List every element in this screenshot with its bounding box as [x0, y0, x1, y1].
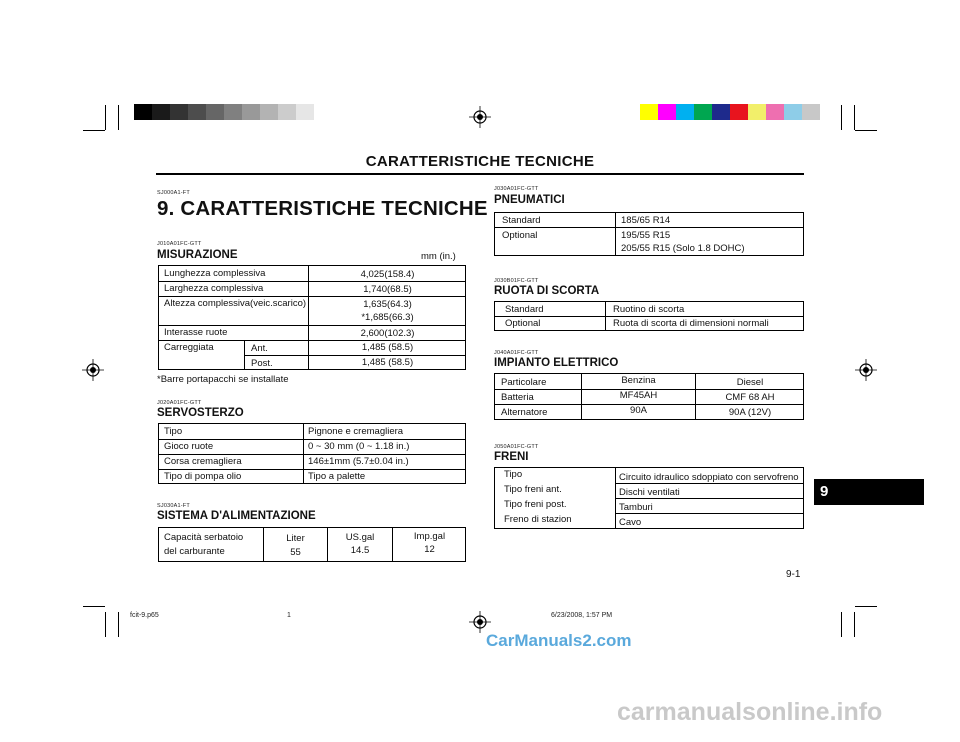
registration-mark-icon: [82, 359, 104, 381]
gray-swatch: [260, 104, 278, 120]
freni-code: J050A01FC-GTT: [494, 444, 539, 450]
usgal-header: US.gal: [345, 532, 375, 543]
altezza-value-roofrack: *1,685(66.3): [361, 312, 414, 323]
impianto-table: [494, 373, 804, 420]
carreggiata-ant-value: 1,485 (58.5): [361, 342, 414, 353]
watermark-bottom: carmanualsonline.info: [617, 698, 883, 726]
roofrack-note: *Barre portapacchi se installate: [157, 374, 289, 385]
scorta-standard-label: Standard: [505, 304, 544, 315]
registration-mark-icon: [469, 611, 491, 633]
color-swatch: [658, 104, 676, 120]
footer-page: 1: [287, 612, 291, 619]
pneumatici-code: J030A01FC-GTT: [494, 186, 539, 192]
freni-label: Tipo: [504, 469, 523, 480]
servosterzo-label: Tipo di pompa olio: [164, 471, 242, 482]
scorta-optional-value: Ruota di scorta di dimensioni normali: [613, 318, 769, 329]
carreggiata-ant-label: Ant.: [251, 343, 268, 354]
diesel-header: Diesel: [736, 377, 764, 388]
altezza-value: 1,635(64.3): [363, 299, 412, 310]
ruota-scorta-title: RUOTA DI SCORTA: [494, 285, 600, 297]
freni-value: Dischi ventilati: [619, 487, 680, 498]
color-swatch: [730, 104, 748, 120]
freni-table: [494, 467, 804, 529]
color-swatch: [766, 104, 784, 120]
registration-mark-icon: [855, 359, 877, 381]
scorta-optional-label: Optional: [505, 318, 541, 329]
alimentazione-code: SJ030A1-FT: [157, 503, 190, 509]
chapter-title: 9. CARATTERISTICHE TECNICHE: [157, 197, 488, 220]
servosterzo-title: SERVOSTERZO: [157, 407, 244, 419]
footer-filename: fcit-9.p65: [130, 612, 159, 619]
carreggiata-label: Carreggiata: [164, 342, 214, 353]
color-swatch: [676, 104, 694, 120]
color-swatch: [712, 104, 730, 120]
alimentazione-table: [158, 527, 466, 562]
servosterzo-value: 146±1mm (5.7±0.04 in.): [308, 456, 409, 467]
pneumatici-title: PNEUMATICI: [494, 194, 565, 206]
pneumatici-optional-value: 195/55 R15: [621, 230, 671, 241]
larghezza-value: 1,740(68.5): [363, 284, 412, 295]
usgal-value: 14.5: [350, 545, 370, 556]
batteria-benzina: MF45AH: [619, 390, 658, 401]
misurazione-code: J010A01FC-GTT: [157, 241, 202, 247]
altezza-label: Altezza complessiva(veic.scarico): [164, 298, 307, 309]
gray-swatch: [224, 104, 242, 120]
color-swatch: [784, 104, 802, 120]
freni-label: Freno di stazion: [504, 514, 572, 525]
color-calibration-bar: [640, 104, 820, 120]
alimentazione-title: SISTEMA D'ALIMENTAZIONE: [157, 510, 316, 522]
misurazione-table: [158, 265, 466, 370]
impgal-value: 12: [424, 544, 435, 555]
impianto-title: IMPIANTO ELETTRICO: [494, 357, 619, 369]
gray-swatch: [296, 104, 314, 120]
servosterzo-label: Gioco ruote: [164, 441, 214, 452]
chapter-code: SJ000A1-FT: [157, 190, 190, 196]
particolare-header: Particolare: [501, 377, 547, 388]
lunghezza-label: Lunghezza complessiva: [164, 268, 266, 279]
servosterzo-label: Corsa cremagliera: [164, 456, 242, 467]
footer-date: 6/23/2008, 1:57 PM: [551, 612, 613, 619]
benzina-header: Benzina: [621, 375, 656, 386]
ruota-scorta-code: J030B01FC-GTT: [494, 278, 539, 284]
impgal-header: Imp.gal: [413, 531, 446, 542]
watermark-top: CarManuals2.com: [486, 631, 632, 650]
liter-value: 55: [290, 547, 301, 558]
gray-swatch: [188, 104, 206, 120]
color-swatch: [802, 104, 820, 120]
freni-label: Tipo freni ant.: [504, 484, 562, 495]
gray-swatch: [134, 104, 152, 120]
chapter-tab: 9: [814, 479, 924, 505]
pneumatici-standard-label: Standard: [502, 215, 541, 226]
larghezza-label: Larghezza complessiva: [164, 283, 264, 294]
gray-swatch: [278, 104, 296, 120]
gray-swatch: [170, 104, 188, 120]
lunghezza-value: 4,025(158.4): [360, 269, 415, 280]
impianto-code: J040A01FC-GTT: [494, 350, 539, 356]
batteria-diesel: CMF 68 AH: [725, 392, 775, 403]
ruota-scorta-table: [494, 301, 804, 331]
liter-header: Liter: [286, 533, 305, 544]
color-swatch: [640, 104, 658, 120]
servosterzo-table: [158, 423, 466, 484]
servosterzo-value: Tipo a palette: [308, 471, 366, 482]
misurazione-title: MISURAZIONE: [157, 249, 238, 261]
carreggiata-post-label: Post.: [251, 358, 273, 369]
freni-value: Circuito idraulico sdoppiato con servofreno: [619, 472, 799, 483]
registration-mark-icon: [469, 106, 491, 128]
interasse-value: 2,600(102.3): [360, 328, 415, 339]
interasse-label: Interasse ruote: [164, 327, 228, 338]
scorta-standard-value: Ruotino di scorta: [613, 304, 685, 315]
capacita-label-2: del carburante: [164, 546, 225, 557]
freni-label: Tipo freni post.: [504, 499, 567, 510]
carreggiata-post-value: 1,485 (58.5): [361, 357, 414, 368]
pneumatici-standard-value: 185/65 R14: [621, 215, 671, 226]
freni-title: FRENI: [494, 451, 529, 463]
pneumatici-optional-label: Optional: [502, 230, 538, 241]
pneumatici-table: [494, 212, 804, 256]
color-swatch: [694, 104, 712, 120]
servosterzo-code: J020A01FC-GTT: [157, 400, 202, 406]
header-rule: [156, 173, 804, 175]
pneumatici-optional-value-2: 205/55 R15 (Solo 1.8 DOHC): [621, 243, 745, 254]
gray-calibration-bar: [134, 104, 314, 120]
servosterzo-value: Pignone e cremagliera: [308, 426, 404, 437]
alternatore-label: Alternatore: [501, 407, 548, 418]
color-swatch: [748, 104, 766, 120]
freni-value: Cavo: [619, 517, 642, 528]
capacita-label: Capacità serbatoio: [164, 532, 244, 543]
gray-swatch: [206, 104, 224, 120]
page-number: 9-1: [786, 569, 801, 580]
misurazione-unit: mm (in.): [421, 251, 456, 262]
gray-swatch: [152, 104, 170, 120]
page-header-title: CARATTERISTICHE TECNICHE: [365, 153, 595, 170]
servosterzo-label: Tipo: [164, 426, 183, 437]
alternatore-diesel: 90A (12V): [728, 407, 772, 418]
alternatore-benzina: 90A: [630, 405, 647, 416]
batteria-label: Batteria: [501, 392, 534, 403]
servosterzo-value: 0 ~ 30 mm (0 ~ 1.18 in.): [308, 441, 410, 452]
gray-swatch: [242, 104, 260, 120]
freni-value: Tamburi: [619, 502, 653, 513]
